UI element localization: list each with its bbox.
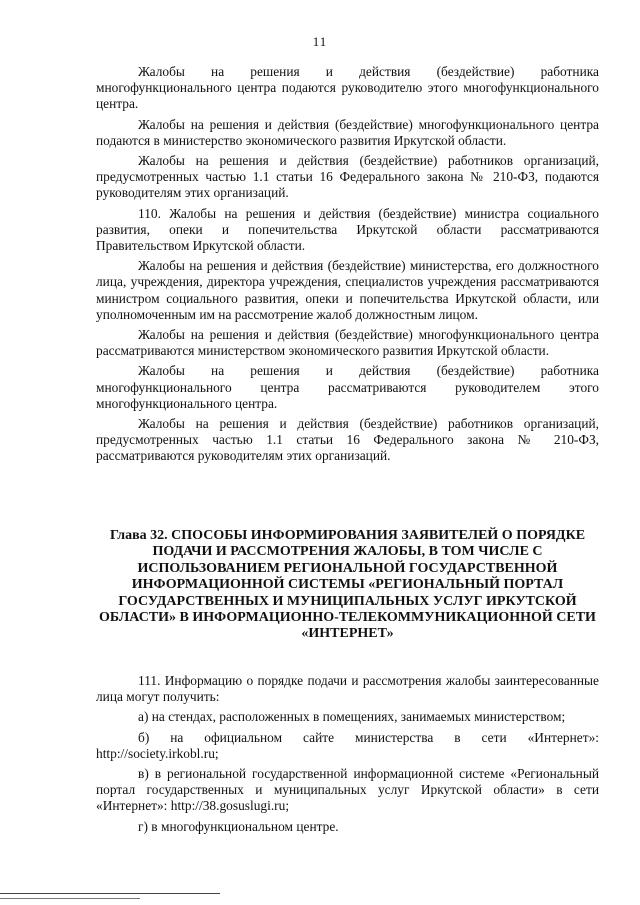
paragraph: Жалобы на решения и действия (бездействие) многофункционального центра рассматриваются министерством экономического развития Иркутской области. <box>96 327 599 359</box>
chapter-heading: Глава 32. СПОСОБЫ ИНФОРМИРОВАНИЯ ЗАЯВИТЕЛЕЙ О ПОРЯДКЕ ПОДАЧИ И РАССМОТРЕНИЯ ЖАЛОБЫ, В ТОМ ЧИСЛЕ С ИСПОЛЬЗОВАНИЕМ РЕГИОНАЛЬНОЙ ГОСУДАРСТВЕННОЙ ИНФОРМАЦИОННОЙ СИСТЕМЫ «РЕГИОНАЛЬНЫЙ ПОРТАЛ ГОСУДАРСТВЕННЫХ И МУНИЦИПАЛЬНЫХ УСЛУГ ИРКУТСКОЙ ОБЛАСТИ» В ИНФОРМАЦИОННО-ТЕЛЕКОММУНИКАЦИОННОЙ СЕТИ «ИНТЕРНЕТ» <box>99 528 596 642</box>
list-item-b: б) на официальном сайте министерства в сети «Интернет»: http://society.irkobl.ru; <box>96 729 599 761</box>
document-body-top <box>96 64 599 469</box>
list-item-g: г) в многофункциональном центре. <box>138 818 339 834</box>
document-body-bottom <box>96 673 599 839</box>
paragraph: Жалобы на решения и действия (бездействие) работников организаций, предусмотренных частью 1.1 статьи 16 Федерального закона № 210-ФЗ, подаются руководителям этих организаций. <box>96 153 599 201</box>
list-item-a: а) на стендах, расположенных в помещениях, занимаемых министерством; <box>138 709 566 725</box>
paragraph: Жалобы на решения и действия (бездействие) министерства, его должностного лица, учреждения, директора учреждения, специалистов учреждения рассматриваются министром социального развития, опеки и попечительства Иркутской области, или уполномоченным им на рассмотрение жалоб должностным лицом. <box>96 258 599 322</box>
paragraph: Жалобы на решения и действия (бездействие) многофункционального центра подаются в министерство экономического развития Иркутской области. <box>96 116 599 148</box>
footer-divider <box>0 893 220 894</box>
page-number: 11 <box>312 34 328 49</box>
paragraph-110: 110. Жалобы на решения и действия (бездействие) министра социального развития, опеки и попечительства Иркутской области рассматриваются Правительством Иркутской области. <box>96 205 599 254</box>
paragraph-111: 111. Информацию о порядке подачи и рассмотрения жалобы заинтересованные лица могут получить: <box>96 673 599 705</box>
paragraph: Жалобы на решения и действия (бездействие) работников организаций, предусмотренных частью 1.1 статьи 16 Федерального закона № 210-ФЗ, рассматриваются руководителям этих организаций. <box>96 416 599 464</box>
paragraph: Жалобы на решения и действия (бездействие) работника многофункционального центра рассматриваются руководителем этого многофункционального центра. <box>96 363 599 411</box>
paragraph: Жалобы на решения и действия (бездействие) работника многофункционального центра подаются руководителю этого многофункционального центра. <box>96 64 599 112</box>
footer-divider <box>0 898 140 899</box>
list-item-v: в) в региональной государственной информационной системе «Региональный портал государственных и муниципальных услуг Иркутской области» в сети «Интернет»: http://38.gosuslugi.ru; <box>96 766 599 814</box>
